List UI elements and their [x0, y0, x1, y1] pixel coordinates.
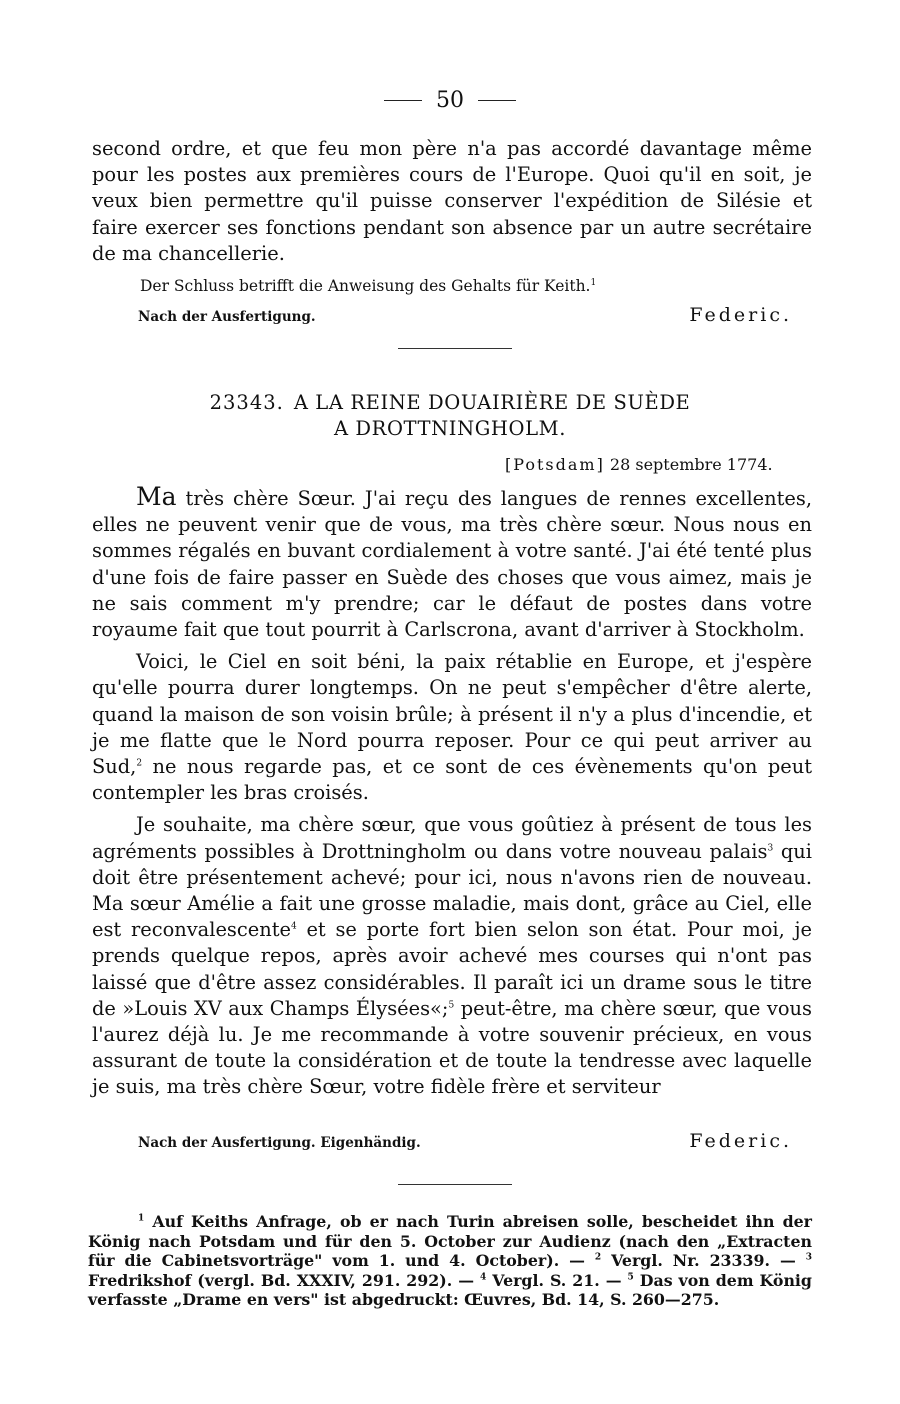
section-divider-1 [398, 348, 512, 349]
date-line [505, 455, 795, 474]
letter-paragraph-3-text-c: et se porte fort bien selon son état. Pour moi, je prends quelque repos, après avoir achevé mes courses qui n'ont pas laissé que d'être assez considérables. Il paraît ici un drame sous le titre de »Louis XV aux Champs Élysées«; [92, 918, 812, 1020]
date-text: 28 septembre 1774. [609, 455, 773, 474]
letter-paragraph-3-text-b: qui doit être présentement achevé; pour ici, nous n'avons rien de nouveau. Ma sœur Amélie a fait une grosse maladie, mais dont, grâce au Ciel, elle est reconvalescente [92, 839, 812, 942]
document-recipient: A LA REINE DOUAIRIÈRE DE SUÈDE [293, 391, 691, 414]
footnote-3-ref: 3 [805, 1252, 812, 1263]
letter-paragraph-3-text-d: peut-être, ma chère sœur, que vous l'aurez déjà lu. Je me recommande à votre souvenir précieux, en vous assurant de toute la considération et de toute la tendresse avec laquelle je suis, ma très chère Sœur, votre fidèle frère et serviteur [92, 996, 812, 1099]
page-number: 50 [436, 88, 464, 113]
footnotes [88, 1212, 812, 1310]
footnote-2: Vergl. Nr. 23339. — [601, 1251, 806, 1271]
header-dash-right [478, 100, 516, 101]
footnote-5-ref: 5 [627, 1272, 634, 1283]
editor-note-ref: 1 [590, 277, 597, 288]
footnote-ref-5: 5 [448, 1000, 455, 1011]
letter-paragraph-2-text-a: Voici, le Ciel en soit béni, la paix rétablie en Europe, et j'espère qu'elle pourra durer longtemps. On ne peut s'empêcher d'être alerte, quand la maison de son voisin brûle; à présent il n'y a plus d'incendie, et je me flatte que le Nord pourra reposer. Pour ce qui peut arriver au Sud, [92, 650, 812, 779]
page-header [0, 88, 900, 113]
letter-body [92, 484, 812, 1101]
letter-paragraph-2-text-b: ne nous regarde pas, et ce sont de ces évènements qu'on peut contempler les bras croisés. [92, 755, 812, 805]
footnote-text [88, 1212, 812, 1310]
source-line-1 [138, 304, 792, 326]
document-location: A DROTTNINGHOLM. [333, 417, 567, 440]
letter-paragraph-3 [92, 812, 812, 1100]
letter-paragraph-3-text-a: Je souhaite, ma chère sœur, que vous goûtiez à présent de tous les agréments possibles à Drottningholm ou dans votre nouveau palais [92, 813, 812, 863]
letter-paragraph-1 [92, 484, 812, 643]
source-note-1: Nach der Ausfertigung. [138, 309, 316, 325]
letter-dropcap: Ma [136, 482, 177, 511]
footnote-ref-2: 2 [136, 758, 143, 769]
footnote-4-ref: 4 [480, 1272, 487, 1283]
footnote-1-ref: 1 [138, 1213, 145, 1224]
section-divider-2 [398, 1184, 512, 1185]
header-dash-left [384, 100, 422, 101]
footnote-4: Vergl. S. 21. — [486, 1270, 628, 1290]
footnote-3: Fredrikshof (vergl. Bd. XXXIV, 291. 292). — [88, 1270, 481, 1290]
footnote-2-ref: 2 [594, 1252, 602, 1263]
footnote-ref-3: 3 [767, 843, 774, 854]
letter-paragraph-2 [92, 649, 812, 806]
opening-paragraph: second ordre, et que feu mon père n'a pas accordé davantage même pour les postes aux premières cours de l'Europe. Quoi qu'il en soit, je veux bien permettre qu'il puisse conserver l'expédition de Silésie et faire exercer ses fonctions pendant son absence par un autre secrétaire de ma chancellerie. [92, 137, 812, 265]
opening-paragraph-block [92, 136, 812, 267]
letter-paragraph-1-text: très chère Sœur. J'ai reçu des langues de rennes excellentes, elles ne peuvent venir que de vous, ma très chère sœur. Nous nous en sommes régalés en buvant cordialement à votre santé. J'ai été tenté plus d'une fois de faire passer en Suède des choses que vous aimez, mais je ne sais comment m'y prendre; car le défaut de postes dans votre royaume fait que tout pourrit à Carlscrona, avant d'arriver à Stockholm. [92, 487, 812, 642]
source-note-2: Nach der Ausfertigung. Eigenhändig. [138, 1135, 421, 1151]
signature-1: Federic. [689, 304, 792, 326]
signature-2: Federic. [689, 1130, 792, 1152]
source-line-2 [138, 1130, 792, 1152]
editor-note [140, 276, 790, 296]
document-number: 23343. [209, 391, 284, 414]
footnote-1: Auf Keiths Anfrage, ob er nach Turin abreisen solle, bescheidet ihn der König nach Potsdam und für den 5. October zur Audienz (nach den „Extracten für die Cabinetsvorträge" vom 1. und 4. October). — [88, 1212, 812, 1271]
footnote-5: Das von dem König verfasste „Drame en vers" ist abgedruckt: Œuvres, Bd. 14, S. 260—275. [88, 1270, 812, 1310]
date-place: [Potsdam] [505, 455, 605, 474]
editor-note-text: Der Schluss betrifft die Anweisung des Gehalts für Keith. [140, 277, 591, 295]
footnote-ref-4: 4 [290, 921, 297, 932]
document-heading-line-1 [0, 390, 900, 416]
document-heading [0, 390, 900, 442]
